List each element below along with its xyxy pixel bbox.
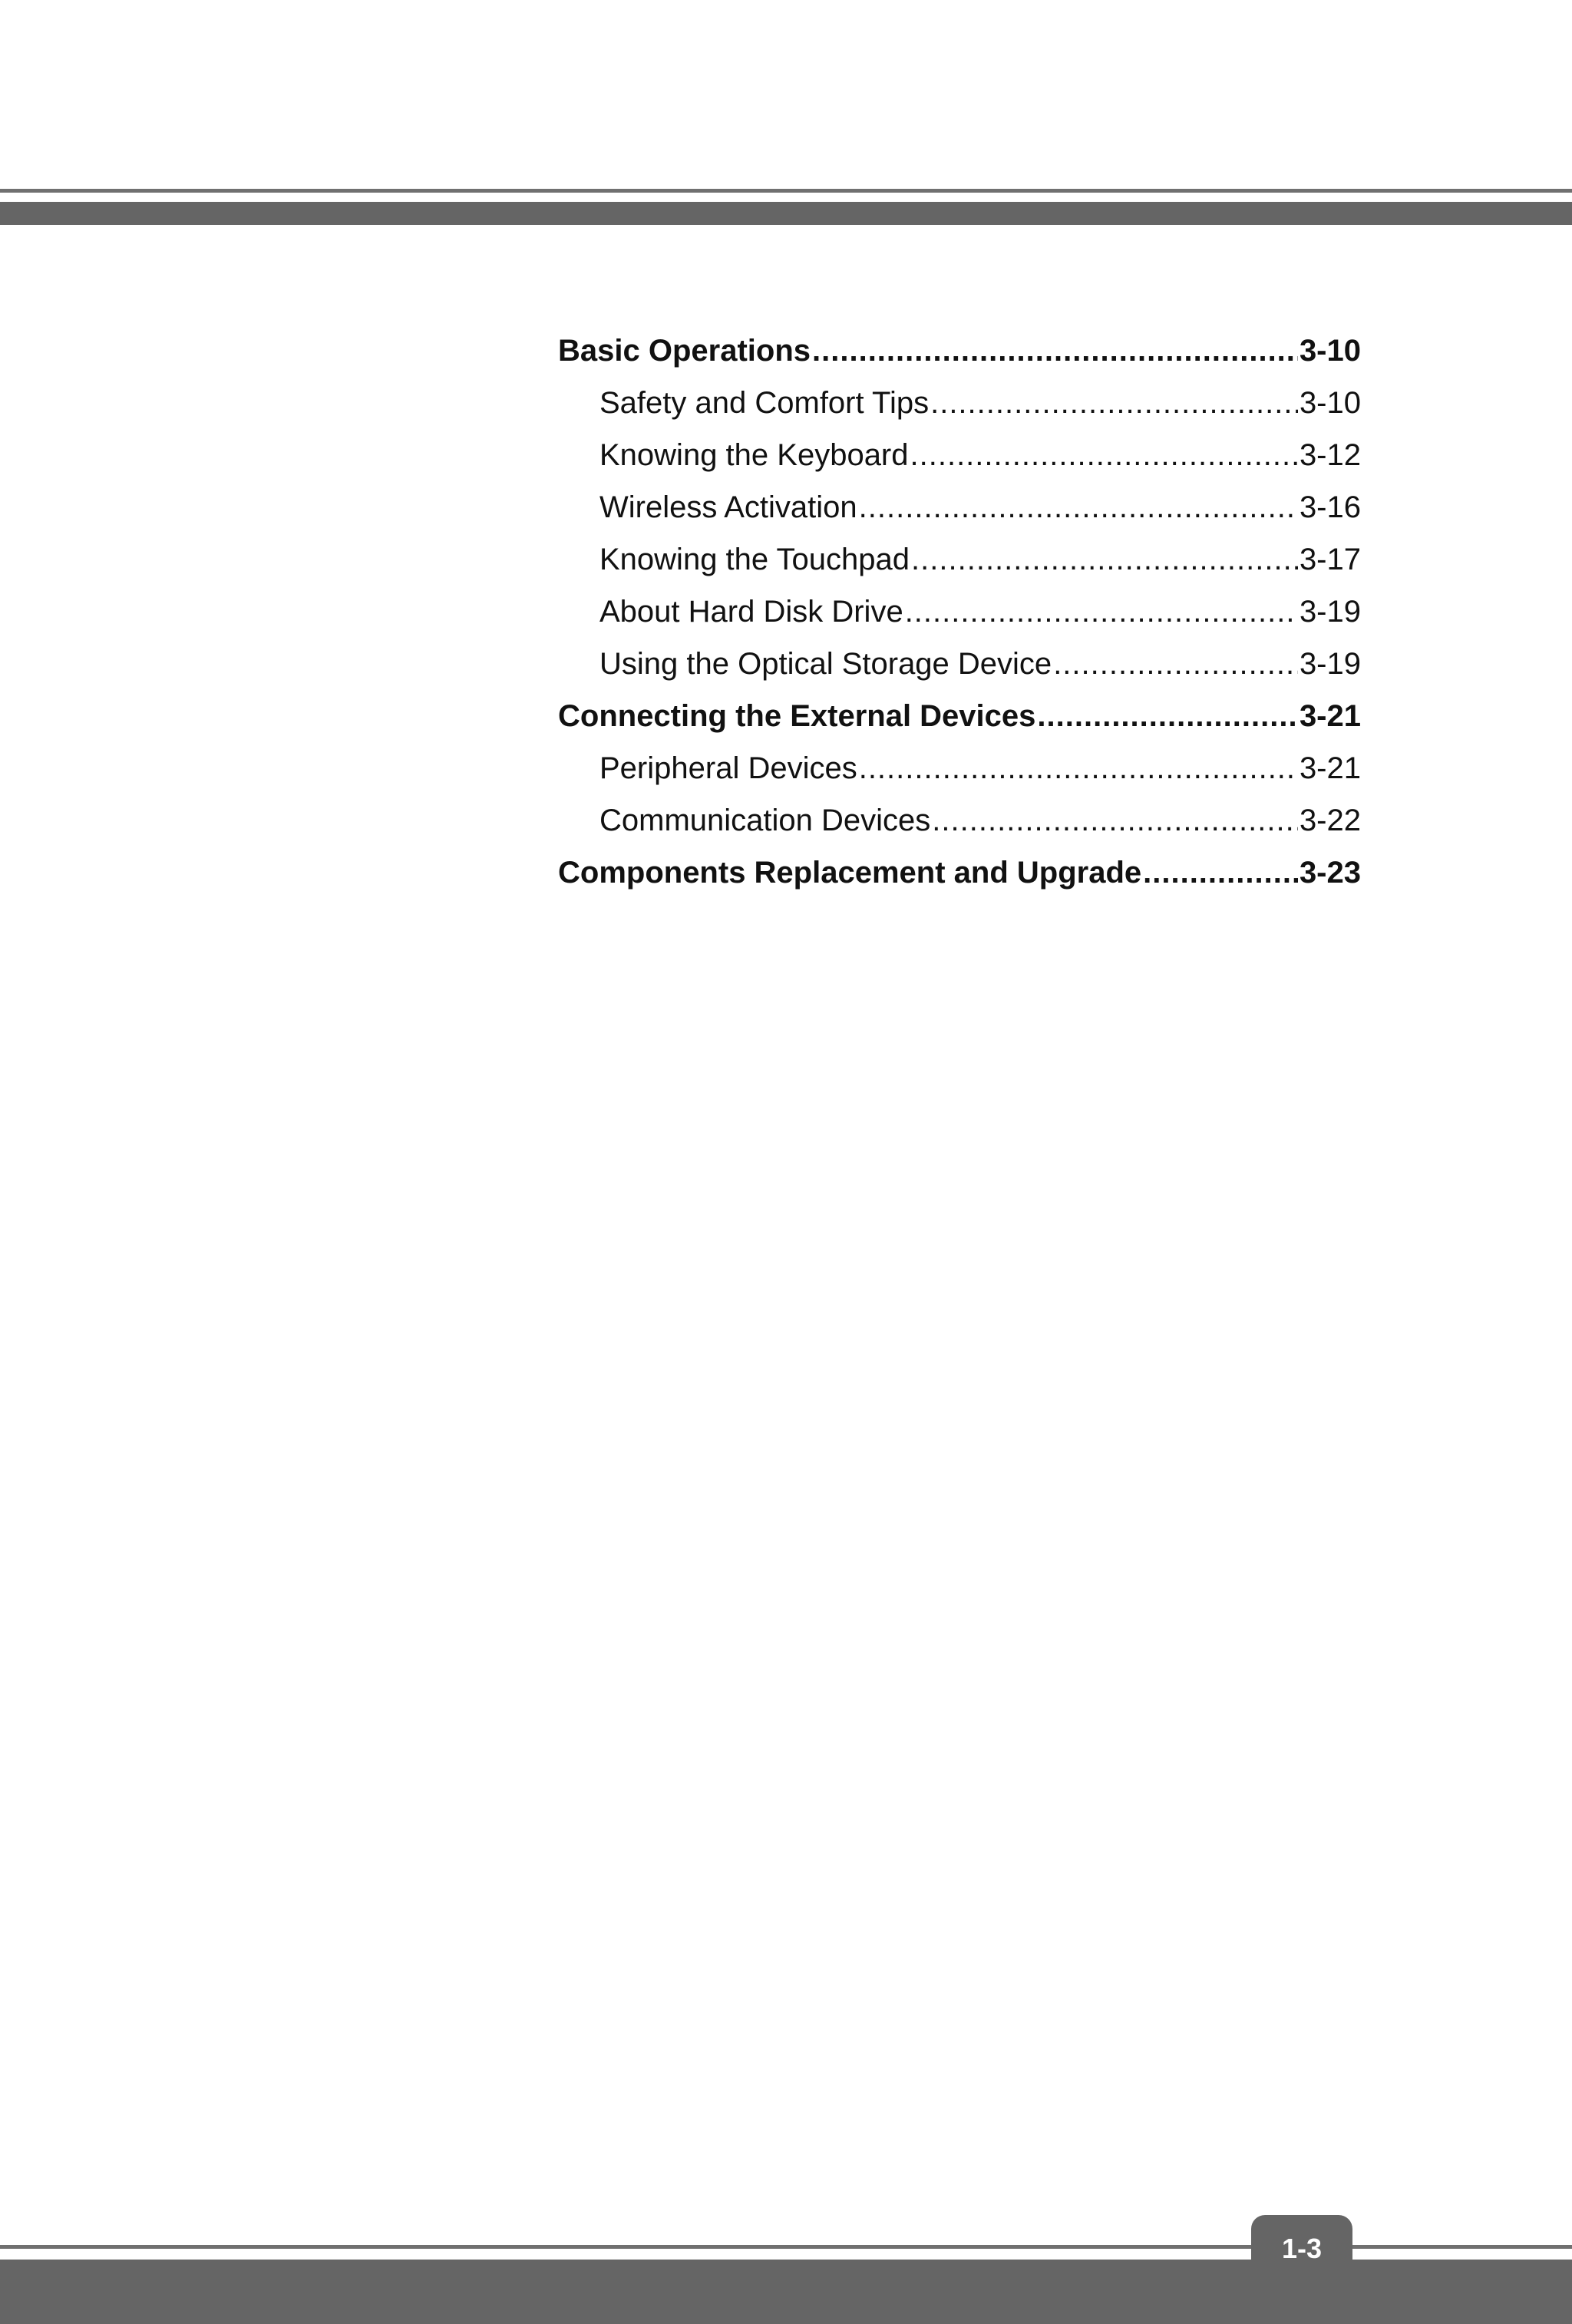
- toc-entry-knowing-the-touchpad[interactable]: [558, 540, 1361, 592]
- toc-entry-title: Safety and Comfort Tips: [599, 386, 930, 420]
- toc-entry-using-the-optical-storage-device[interactable]: [558, 644, 1361, 696]
- toc-entry-page: 3-19: [1299, 595, 1361, 629]
- toc-entry-title: Peripheral Devices: [599, 751, 857, 785]
- toc-entry-page: 3-17: [1299, 543, 1361, 576]
- page-number: 1-3: [1281, 2233, 1323, 2264]
- toc-entry-title: Components Replacement and Upgrade: [558, 856, 1142, 890]
- toc-entry-connecting-the-external-devices[interactable]: [558, 696, 1361, 748]
- toc-entry-title: Knowing the Touchpad: [599, 543, 910, 576]
- toc-dot-leader: [905, 592, 1298, 632]
- toc-entry-title: Connecting the External Devices: [558, 699, 1036, 733]
- toc-dot-leader: [1053, 644, 1298, 684]
- toc-dot-leader: [859, 487, 1298, 527]
- toc-entry-basic-operations[interactable]: [558, 331, 1361, 383]
- toc-dot-leader: [1037, 696, 1298, 736]
- toc-entry-page: 3-10: [1299, 334, 1361, 368]
- toc-entry-page: 3-19: [1299, 647, 1361, 681]
- toc-dot-leader: [1143, 853, 1298, 893]
- toc-entry-page: 3-21: [1299, 699, 1361, 733]
- toc-entry-page: 3-23: [1299, 856, 1361, 890]
- toc-entry-title: Basic Operations: [558, 334, 811, 368]
- toc-dot-leader: [910, 435, 1298, 475]
- toc-entry-page: 3-12: [1299, 438, 1361, 472]
- toc-entry-page: 3-21: [1299, 751, 1361, 785]
- toc-entry-knowing-the-keyboard[interactable]: [558, 435, 1361, 487]
- toc-entry-safety-and-comfort-tips[interactable]: [558, 383, 1361, 435]
- toc-entry-title: Communication Devices: [599, 804, 931, 837]
- header-thick-rule: [0, 202, 1572, 225]
- page-number-tab: [1251, 2215, 1352, 2284]
- toc-entry-page: 3-22: [1299, 804, 1361, 837]
- toc-entry-title: Using the Optical Storage Device: [599, 647, 1052, 681]
- toc-entry-page: 3-10: [1299, 386, 1361, 420]
- toc-dot-leader: [930, 383, 1298, 423]
- toc-dot-leader: [911, 540, 1298, 579]
- toc-entry-title: Wireless Activation: [599, 490, 857, 524]
- toc-entry-about-hard-disk-drive[interactable]: [558, 592, 1361, 644]
- toc-dot-leader: [932, 801, 1298, 840]
- toc-entry-wireless-activation[interactable]: [558, 487, 1361, 540]
- toc-entry-components-replacement-and-upgrade[interactable]: [558, 853, 1361, 905]
- toc-entry-title: Knowing the Keyboard: [599, 438, 909, 472]
- toc-entry-title: About Hard Disk Drive: [599, 595, 903, 629]
- toc-entry-page: 3-16: [1299, 490, 1361, 524]
- toc-dot-leader: [812, 331, 1298, 371]
- toc-entry-communication-devices[interactable]: [558, 801, 1361, 853]
- header-thin-rule: [0, 189, 1572, 193]
- table-of-contents: [558, 331, 1361, 905]
- toc-dot-leader: [859, 748, 1298, 788]
- toc-entry-peripheral-devices[interactable]: [558, 748, 1361, 801]
